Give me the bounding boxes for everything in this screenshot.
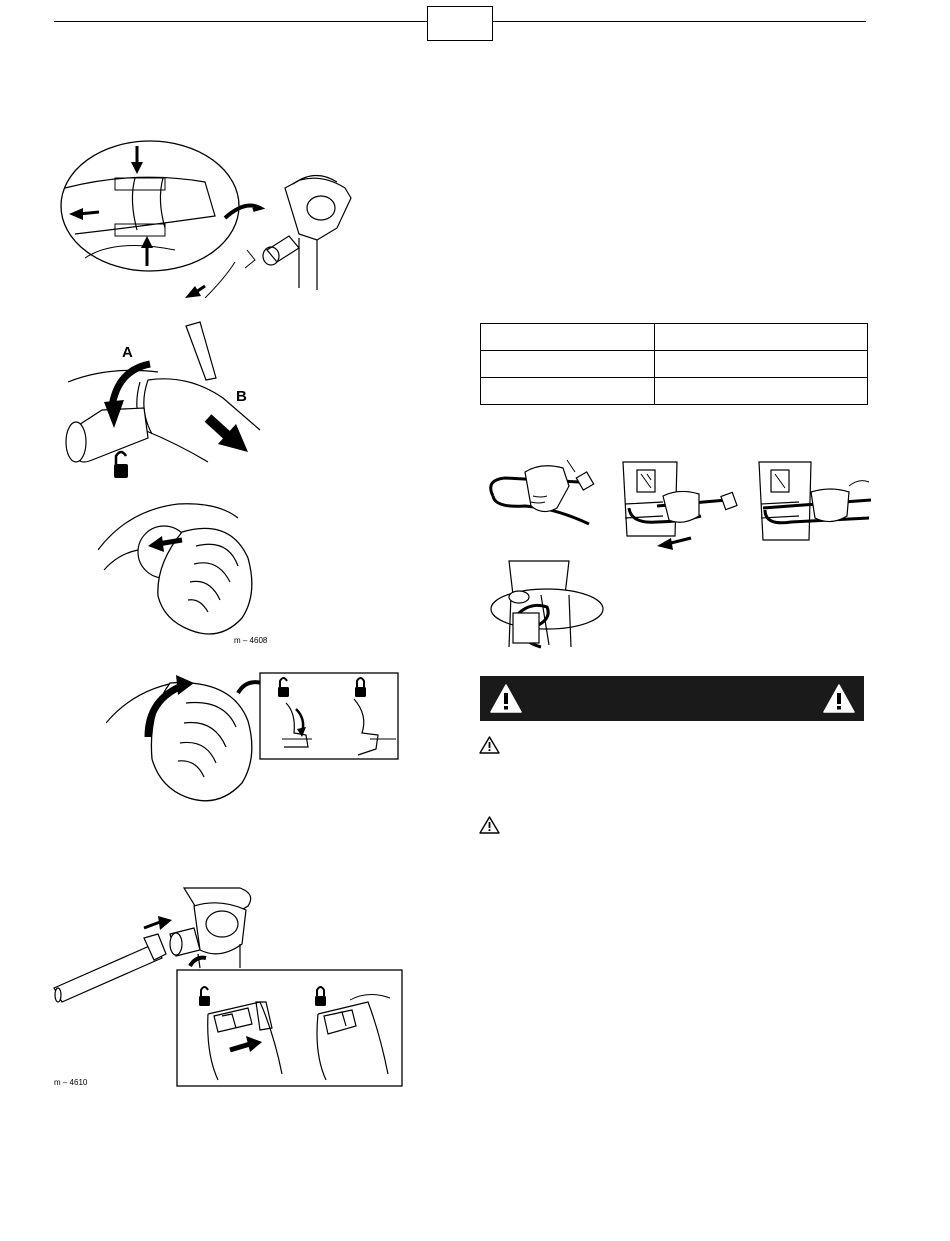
figure-cord-insert [617,456,741,552]
table-cell [655,351,868,378]
page-number-box [427,6,493,41]
figure-code-4608: m – 4608 [234,636,268,645]
warning-triangle-icon [479,736,500,754]
warning-triangle-icon [479,816,500,834]
table-cell [655,378,868,405]
table-cell [481,324,655,351]
lock-open-icon [114,452,128,478]
warning-triangle-icon [823,684,855,713]
figure-cord-loop [485,456,597,536]
figure-cord-secure [751,456,873,552]
label-b: B [236,388,247,405]
table-row [481,378,868,405]
table-row [481,351,868,378]
figure-cover-rotate [106,663,402,813]
table-row [481,324,868,351]
table-cell [655,324,868,351]
label-a: A [122,344,133,361]
table-cell [481,378,655,405]
figure-tube-attach [50,884,406,1090]
warning-bar [480,676,864,721]
warning-triangle-icon [490,684,522,713]
figure-cord-final [489,555,605,653]
figure-code-4610: m – 4610 [54,1078,88,1087]
figure-cover-push [98,494,273,644]
figure-pipe-release [55,138,385,300]
table-cell [481,351,655,378]
spec-table [480,323,868,405]
